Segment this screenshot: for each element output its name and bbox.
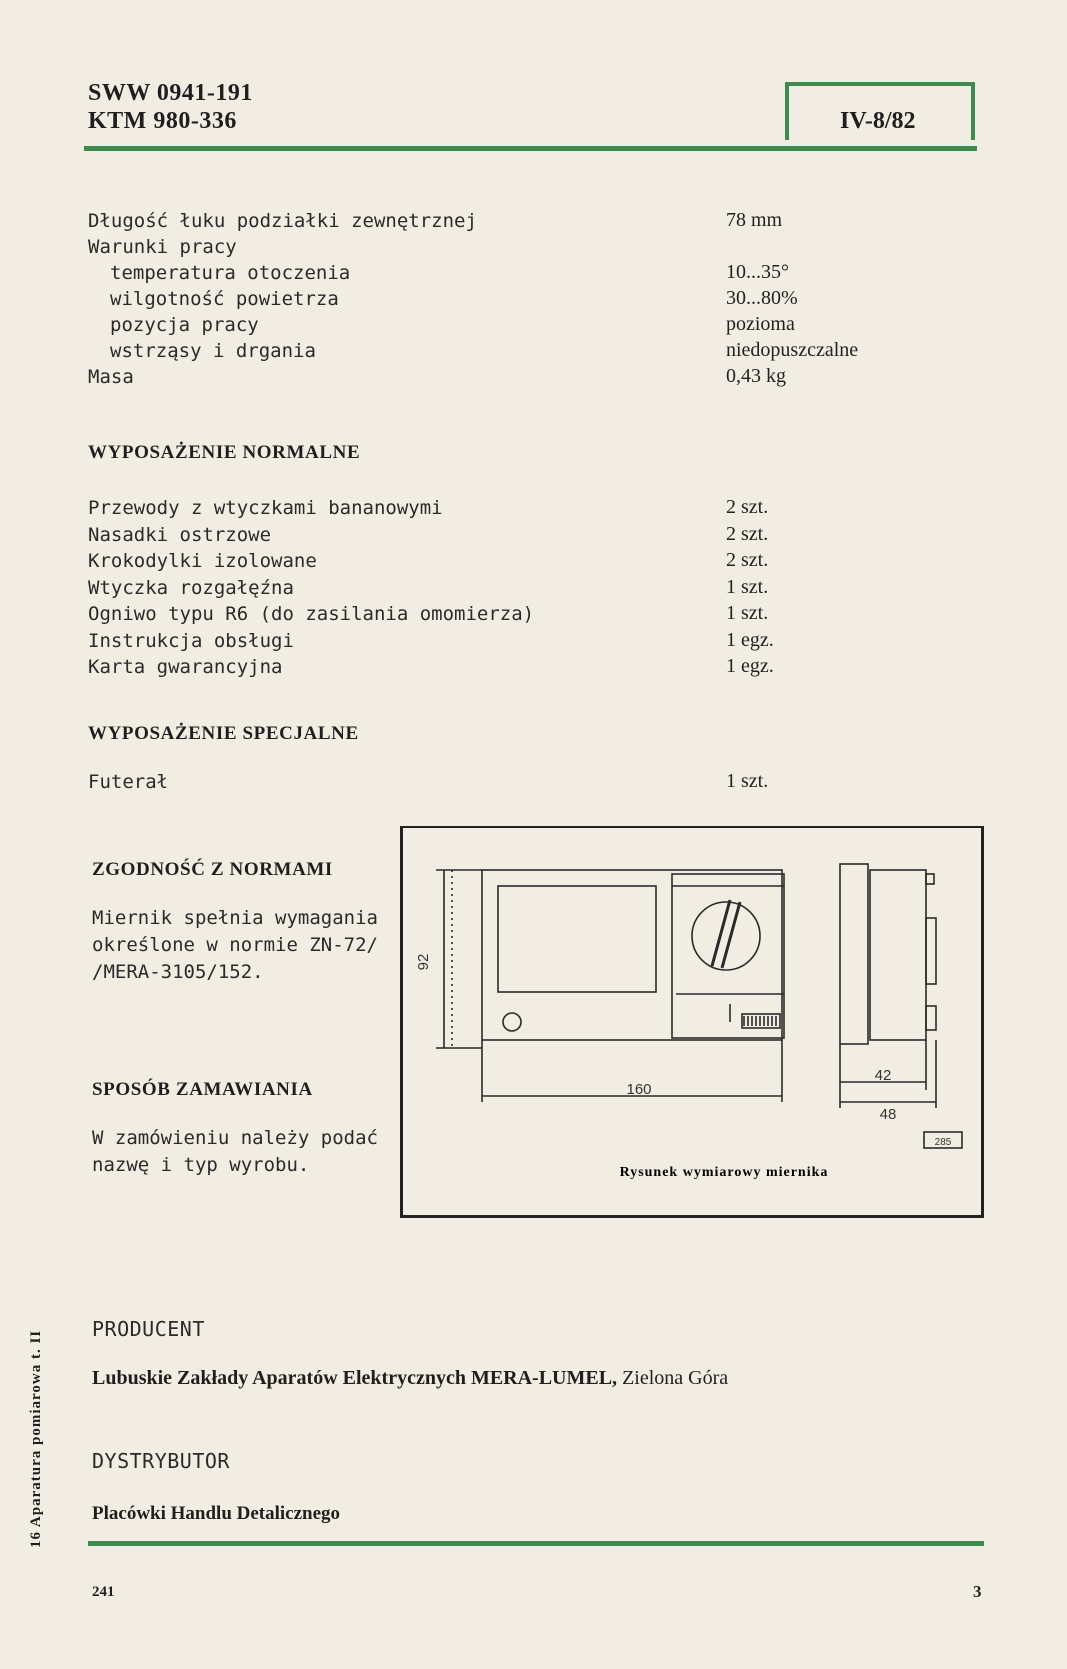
spec-label: wstrząsy i drgania bbox=[110, 340, 316, 362]
front-view-outline bbox=[482, 870, 782, 1040]
normal-equipment-title: WYPOSAŻENIE NORMALNE bbox=[88, 442, 361, 463]
ordering-line: W zamówieniu należy podać bbox=[92, 1127, 378, 1149]
dimension-drawing bbox=[400, 826, 984, 1218]
norms-text bbox=[92, 905, 378, 986]
producer-label: PRODUCENT bbox=[92, 1317, 205, 1341]
spec-label: Długość łuku podziałki zewnętrznej bbox=[88, 210, 477, 232]
zero-adjust-screw bbox=[503, 1013, 521, 1031]
spec-label: Warunki pracy bbox=[88, 236, 237, 258]
equipment-item-label: Instrukcja obsługi bbox=[88, 629, 294, 652]
special-item-label: Futerał bbox=[88, 771, 169, 793]
ordering-line: nazwę i typ wyrobu. bbox=[92, 1154, 310, 1176]
special-equipment-title: WYPOSAŻENIE SPECJALNE bbox=[88, 723, 359, 744]
producer-city: Zielona Góra bbox=[617, 1367, 729, 1389]
footer-rule bbox=[88, 1541, 984, 1546]
distributor-name: Placówki Handlu Detalicznego bbox=[92, 1503, 341, 1524]
equipment-item-value: 2 szt. bbox=[726, 496, 769, 518]
depth-dimension-label: 42 bbox=[874, 1067, 892, 1084]
equipment-item-label: Wtyczka rozgałęźna bbox=[88, 576, 294, 599]
norms-line: Miernik spełnia wymagania bbox=[92, 907, 378, 929]
distributor-label: DYSTRYBUTOR bbox=[92, 1449, 230, 1473]
stamp-text: 285 bbox=[934, 1137, 952, 1148]
equipment-item-value: 1 szt. bbox=[726, 602, 769, 624]
side-view-outline bbox=[870, 870, 926, 1040]
spec-label: Masa bbox=[88, 366, 134, 388]
spec-value: niedopuszczalne bbox=[726, 339, 859, 361]
equipment-item-label: Ogniwo typu R6 (do zasilania omomierza) bbox=[88, 603, 535, 625]
spec-label: temperatura otoczenia bbox=[110, 262, 351, 284]
norms-line: /MERA-3105/152. bbox=[92, 961, 264, 983]
equipment-item-value: 2 szt. bbox=[726, 549, 769, 571]
side-label-text: 16 Aparatura pomiarowa t. II bbox=[28, 1329, 44, 1548]
equipment-item-value: 1 szt. bbox=[726, 575, 769, 598]
footer-left-number: 241 bbox=[92, 1584, 115, 1600]
page-number: 3 bbox=[973, 1582, 982, 1601]
equipment-item-label: Przewody z wtyczkami bananowymi bbox=[88, 497, 443, 519]
spec-value: 78 mm bbox=[726, 209, 783, 231]
reference-number: IV-8/82 bbox=[840, 108, 916, 134]
equipment-item-label: Karta gwarancyjna bbox=[88, 656, 283, 678]
spec-value: 10...35° bbox=[726, 261, 789, 283]
equipment-item-value: 2 szt. bbox=[726, 522, 769, 545]
side-view-case bbox=[840, 864, 868, 1044]
equipment-item-label: Krokodylki izolowane bbox=[88, 550, 317, 572]
total-depth-dimension-label: 48 bbox=[879, 1106, 897, 1123]
header-rule bbox=[84, 146, 977, 151]
special-item-value: 1 szt. bbox=[726, 770, 769, 792]
scale-window bbox=[498, 886, 656, 992]
spec-value: 30...80% bbox=[726, 287, 798, 309]
equipment-item-label: Nasadki ostrzowe bbox=[88, 523, 272, 546]
equipment-item-value: 1 egz. bbox=[726, 628, 774, 651]
ordering-title: SPOSÓB ZAMAWIANIA bbox=[92, 1079, 313, 1100]
height-dimension-label: 92 bbox=[415, 953, 432, 971]
spec-label: wilgotność powietrza bbox=[110, 288, 339, 310]
spec-label: pozycja pracy bbox=[110, 314, 259, 336]
spec-value: pozioma bbox=[726, 313, 795, 335]
producer-name: Lubuskie Zakłady Aparatów Elektrycznych MERA-LUMEL, bbox=[92, 1367, 618, 1389]
norms-line: określone w normie ZN-72/ bbox=[92, 934, 378, 956]
norms-title: ZGODNOŚĆ Z NORMAMI bbox=[92, 859, 333, 880]
sww-code: SWW 0941-191 bbox=[88, 80, 253, 106]
producer-line bbox=[92, 1367, 728, 1390]
width-dimension-label: 160 bbox=[626, 1081, 652, 1098]
spec-value: 0,43 kg bbox=[726, 365, 786, 387]
drawing-caption: Rysunek wymiarowy miernika bbox=[619, 1165, 829, 1180]
ordering-text bbox=[92, 1125, 378, 1179]
equipment-item-value: 1 egz. bbox=[726, 655, 774, 677]
ktm-code: KTM 980-336 bbox=[88, 108, 237, 134]
side-label bbox=[28, 1278, 48, 1548]
